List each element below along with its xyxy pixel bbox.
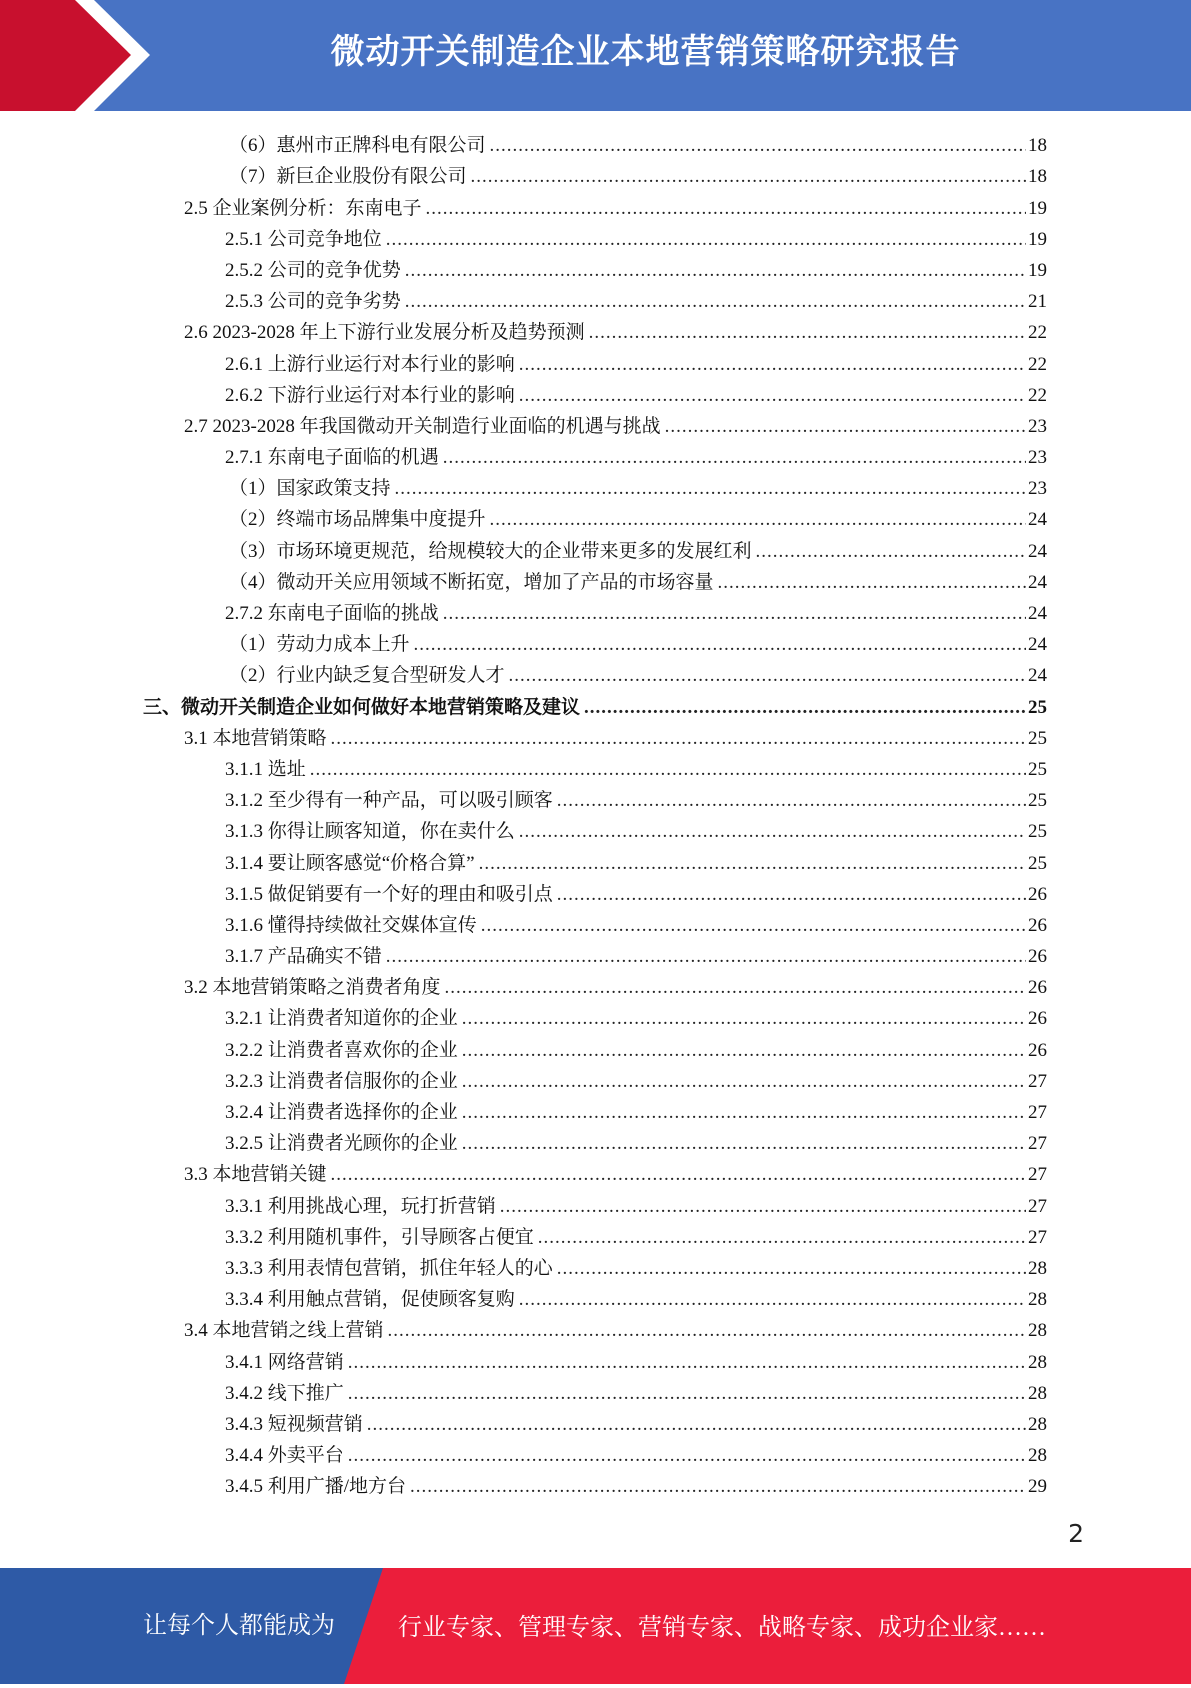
toc-entry-title: （4）微动开关应用领域不断拓宽，增加了产品的市场容量: [229, 571, 714, 593]
toc-entry-title: 3.1.5 做促销要有一个好的理由和吸引点: [225, 883, 553, 905]
toc-leader-dots: [348, 1444, 1026, 1468]
toc-entry[interactable]: [0, 876, 1191, 907]
toc-entry-title: 3.4.5 利用广播/地方台: [225, 1476, 407, 1498]
toc-entry-page: 24: [1028, 665, 1047, 687]
toc-entry[interactable]: [0, 626, 1191, 657]
toc-entry-title: 2.5.3 公司的竞争劣势: [225, 291, 401, 313]
toc-entry[interactable]: [0, 564, 1191, 595]
toc-leader-dots: [445, 976, 1026, 1000]
toc-leader-dots: [584, 696, 1026, 720]
toc-entry[interactable]: [0, 1312, 1191, 1343]
toc-leader-dots: [490, 134, 1026, 158]
toc-entry-title: 3.4.3 短视频营销: [225, 1413, 363, 1435]
toc-entry-title: 2.6 2023-2028 年上下游行业发展分析及趋势预测: [184, 322, 585, 344]
toc-entry-page: 26: [1028, 977, 1047, 999]
toc-entry-title: 3.1.7 产品确实不错: [225, 946, 382, 968]
toc-entry-title: 3.1.3 你得让顾客知道，你在卖什么: [225, 821, 515, 843]
toc-leader-dots: [665, 415, 1026, 439]
toc-entry-title: 3.1 本地营销策略: [184, 727, 327, 749]
toc-entry[interactable]: [0, 907, 1191, 938]
toc-leader-dots: [386, 228, 1026, 252]
toc-entry[interactable]: [0, 720, 1191, 751]
report-title: 微动开关制造企业本地营销策略研究报告: [330, 32, 961, 72]
toc-entry-page: 27: [1028, 1070, 1047, 1092]
toc-entry-page: 22: [1028, 322, 1047, 344]
toc-leader-dots: [331, 1163, 1026, 1187]
toc-leader-dots: [509, 664, 1026, 688]
toc-entry[interactable]: [0, 1000, 1191, 1031]
toc-entry-page: 18: [1028, 166, 1047, 188]
toc-entry-title: 3.2 本地营销策略之消费者角度: [184, 977, 441, 999]
toc-entry-page: 28: [1028, 1320, 1047, 1342]
toc-entry-page: 26: [1028, 883, 1047, 905]
toc-entry[interactable]: [0, 127, 1191, 158]
toc-entry-page: 28: [1028, 1289, 1047, 1311]
toc-leader-dots: [414, 633, 1026, 657]
toc-leader-dots: [557, 883, 1026, 907]
toc-entry[interactable]: [0, 1031, 1191, 1062]
toc-entry-page: 24: [1028, 634, 1047, 656]
toc-entry-page: 25: [1028, 758, 1047, 780]
toc-entry-title: 三、微动开关制造企业如何做好本地营销策略及建议: [143, 696, 581, 718]
toc-entry[interactable]: [0, 844, 1191, 875]
toc-leader-dots: [426, 197, 1026, 221]
toc-entry[interactable]: [0, 221, 1191, 252]
toc-leader-dots: [500, 1195, 1026, 1219]
toc-entry-title: 3.4.4 外卖平台: [225, 1445, 344, 1467]
toc-leader-dots: [443, 602, 1026, 626]
toc-leader-dots: [395, 477, 1026, 501]
toc-entry-title: 2.7 2023-2028 年我国微动开关制造行业面临的机遇与挑战: [184, 415, 661, 437]
toc-entry[interactable]: [0, 657, 1191, 688]
page-number: 2: [1068, 1519, 1084, 1548]
toc-entry-page: 25: [1028, 696, 1047, 718]
toc-entry-page: 23: [1028, 447, 1047, 469]
toc-entry-title: （1）劳动力成本上升: [229, 634, 410, 656]
toc-entry-title: 3.4 本地营销之线上营销: [184, 1320, 384, 1342]
toc-entry-page: 18: [1028, 135, 1047, 157]
toc-entry-page: 24: [1028, 603, 1047, 624]
toc-leader-dots: [718, 571, 1026, 595]
toc-entry[interactable]: [0, 1156, 1191, 1187]
toc-leader-dots: [386, 945, 1026, 969]
toc-entry-page: 27: [1028, 1164, 1047, 1186]
toc-leader-dots: [462, 1007, 1026, 1031]
toc-entry[interactable]: [0, 1281, 1191, 1312]
toc-entry-page: 26: [1028, 914, 1047, 936]
toc-entry[interactable]: [0, 439, 1191, 470]
toc-entry-title: 3.2.5 让消费者光顾你的企业: [225, 1133, 458, 1155]
page-footer: [0, 1568, 1191, 1684]
toc-leader-dots: [462, 1039, 1026, 1063]
toc-leader-dots: [519, 353, 1026, 377]
toc-leader-dots: [367, 1413, 1026, 1437]
toc-entry[interactable]: [0, 1125, 1191, 1156]
toc-entry-page: 26: [1028, 946, 1047, 968]
toc-entry-title: 3.2.1 让消费者知道你的企业: [225, 1008, 458, 1030]
toc-leader-dots: [490, 508, 1026, 532]
toc-entry[interactable]: [0, 501, 1191, 532]
toc-leader-dots: [348, 1382, 1026, 1406]
toc-leader-dots: [410, 1475, 1026, 1499]
toc-entry-page: 19: [1028, 197, 1047, 219]
toc-entry-page: 28: [1028, 1413, 1047, 1435]
toc-entry[interactable]: [0, 595, 1191, 626]
toc-leader-dots: [348, 1351, 1026, 1375]
toc-entry[interactable]: [0, 688, 1191, 719]
toc-entry-page: 27: [1028, 1226, 1047, 1248]
toc-entry[interactable]: [0, 283, 1191, 314]
toc-entry[interactable]: [0, 1343, 1191, 1374]
toc-entry-page: 25: [1028, 790, 1047, 812]
toc-entry-page: 25: [1028, 727, 1047, 749]
toc-entry-title: 2.6.2 下游行业运行对本行业的影响: [225, 384, 515, 406]
toc-entry[interactable]: [0, 532, 1191, 563]
toc-entry[interactable]: [0, 751, 1191, 782]
page-header: [0, 0, 1191, 111]
toc-leader-dots: [405, 290, 1026, 314]
toc-leader-dots: [405, 259, 1026, 283]
toc-leader-dots: [756, 540, 1026, 564]
toc-entry-page: 22: [1028, 353, 1047, 375]
toc-entry-title: 2.5 企业案例分析：东南电子: [184, 197, 422, 219]
toc-leader-dots: [481, 914, 1026, 938]
toc-entry[interactable]: [0, 1187, 1191, 1218]
footer-slogan-right: 行业专家、管理专家、营销专家、战略专家、成功企业家……: [398, 1615, 1046, 1641]
toc-leader-dots: [462, 1101, 1026, 1125]
toc-entry-page: 24: [1028, 571, 1047, 593]
toc-entry[interactable]: [0, 345, 1191, 376]
toc-entry-page: 28: [1028, 1382, 1047, 1404]
toc-entry-title: 3.3 本地营销关键: [184, 1164, 327, 1186]
toc-entry-page: 27: [1028, 1195, 1047, 1217]
toc-entry[interactable]: [0, 1468, 1191, 1499]
toc-entry-title: （3）市场环境更规范，给规模较大的企业带来更多的发展红利: [229, 540, 752, 562]
toc-entry-title: （1）国家政策支持: [229, 478, 391, 500]
toc-entry-title: 2.7.2 东南电子面临的挑战: [225, 603, 439, 624]
toc-entry[interactable]: [0, 1094, 1191, 1125]
toc-entry[interactable]: [0, 470, 1191, 501]
toc-leader-dots: [589, 321, 1026, 345]
toc-entry[interactable]: [0, 1219, 1191, 1250]
toc-entry-title: 3.1.6 懂得持续做社交媒体宣传: [225, 914, 477, 936]
toc-entry-title: （2）终端市场品牌集中度提升: [229, 509, 486, 531]
toc-entry-title: 2.5.1 公司竞争地位: [225, 228, 382, 250]
toc-entry-page: 25: [1028, 852, 1047, 874]
toc-entry[interactable]: [0, 314, 1191, 345]
toc-entry-title: （6）惠州市正牌科电有限公司: [229, 135, 486, 157]
toc-entry-title: 3.3.4 利用触点营销，促使顾客复购: [225, 1289, 515, 1311]
toc-leader-dots: [443, 446, 1026, 470]
toc-entry-title: 3.1.1 选址: [225, 758, 306, 780]
toc-entry[interactable]: [0, 782, 1191, 813]
toc-leader-dots: [557, 789, 1026, 813]
toc-entry-title: （2）行业内缺乏复合型研发人才: [229, 665, 505, 687]
toc-leader-dots: [519, 820, 1026, 844]
toc-leader-dots: [331, 727, 1026, 751]
toc-entry-page: 19: [1028, 259, 1047, 281]
toc-entry-page: 29: [1028, 1476, 1047, 1498]
toc-entry-title: （7）新巨企业股份有限公司: [229, 166, 467, 188]
toc-entry[interactable]: [0, 1375, 1191, 1406]
toc-entry[interactable]: [0, 813, 1191, 844]
toc-entry-title: 3.1.2 至少得有一种产品，可以吸引顾客: [225, 790, 553, 812]
toc-leader-dots: [310, 758, 1026, 782]
toc-entry-page: 27: [1028, 1102, 1047, 1123]
toc-entry-page: 27: [1028, 1133, 1047, 1155]
toc-entry-title: 3.3.3 利用表情包营销，抓住年轻人的心: [225, 1257, 553, 1279]
toc-entry[interactable]: [0, 1250, 1191, 1281]
toc-entry-title: 3.3.1 利用挑战心理，玩打折营销: [225, 1195, 496, 1217]
toc-entry-page: 25: [1028, 821, 1047, 843]
toc-entry[interactable]: [0, 1063, 1191, 1094]
toc-leader-dots: [388, 1319, 1026, 1343]
toc-entry-page: 28: [1028, 1351, 1047, 1373]
toc-entry-page: 21: [1028, 291, 1047, 313]
toc-entry-page: 23: [1028, 478, 1047, 500]
toc-entry[interactable]: [0, 1437, 1191, 1468]
toc-entry-page: 26: [1028, 1039, 1047, 1061]
toc-entry-title: 2.7.1 东南电子面临的机遇: [225, 447, 439, 469]
toc-entry[interactable]: [0, 252, 1191, 283]
toc-entry[interactable]: [0, 408, 1191, 439]
toc-entry-page: 22: [1028, 384, 1047, 406]
toc-entry-title: 3.2.4 让消费者选择你的企业: [225, 1102, 458, 1123]
toc-entry-title: 3.4.2 线下推广: [225, 1382, 344, 1404]
toc-leader-dots: [462, 1132, 1026, 1156]
toc-entry[interactable]: [0, 938, 1191, 969]
toc-entry-title: 3.1.4 要让顾客感觉“价格合算”: [225, 852, 475, 874]
toc-entry-title: 3.3.2 利用随机事件，引导顾客占便宜: [225, 1226, 534, 1248]
toc-leader-dots: [538, 1226, 1026, 1250]
toc-entry[interactable]: [0, 1406, 1191, 1437]
toc-entry[interactable]: [0, 189, 1191, 220]
toc-leader-dots: [519, 1288, 1026, 1312]
toc-entry-title: 3.2.3 让消费者信服你的企业: [225, 1070, 458, 1092]
toc-entry-page: 28: [1028, 1445, 1047, 1467]
toc-entry-page: 23: [1028, 415, 1047, 437]
footer-slogan-left: 让每个人都能成为: [143, 1613, 335, 1639]
toc-entry-page: 26: [1028, 1008, 1047, 1030]
toc-entry-page: 28: [1028, 1257, 1047, 1279]
table-of-contents: [0, 127, 1191, 1499]
toc-entry-page: 24: [1028, 540, 1047, 562]
toc-entry[interactable]: [0, 377, 1191, 408]
toc-entry[interactable]: [0, 969, 1191, 1000]
toc-entry-title: 3.2.2 让消费者喜欢你的企业: [225, 1039, 458, 1061]
toc-entry-title: 2.5.2 公司的竞争优势: [225, 259, 401, 281]
toc-leader-dots: [479, 852, 1026, 876]
toc-leader-dots: [519, 384, 1026, 408]
toc-entry-page: 19: [1028, 228, 1047, 250]
toc-entry-page: 24: [1028, 509, 1047, 531]
toc-entry-title: 2.6.1 上游行业运行对本行业的影响: [225, 353, 515, 375]
toc-leader-dots: [471, 165, 1026, 189]
toc-leader-dots: [557, 1257, 1026, 1281]
toc-entry-title: 3.4.1 网络营销: [225, 1351, 344, 1373]
toc-leader-dots: [462, 1070, 1026, 1094]
toc-entry[interactable]: [0, 158, 1191, 189]
